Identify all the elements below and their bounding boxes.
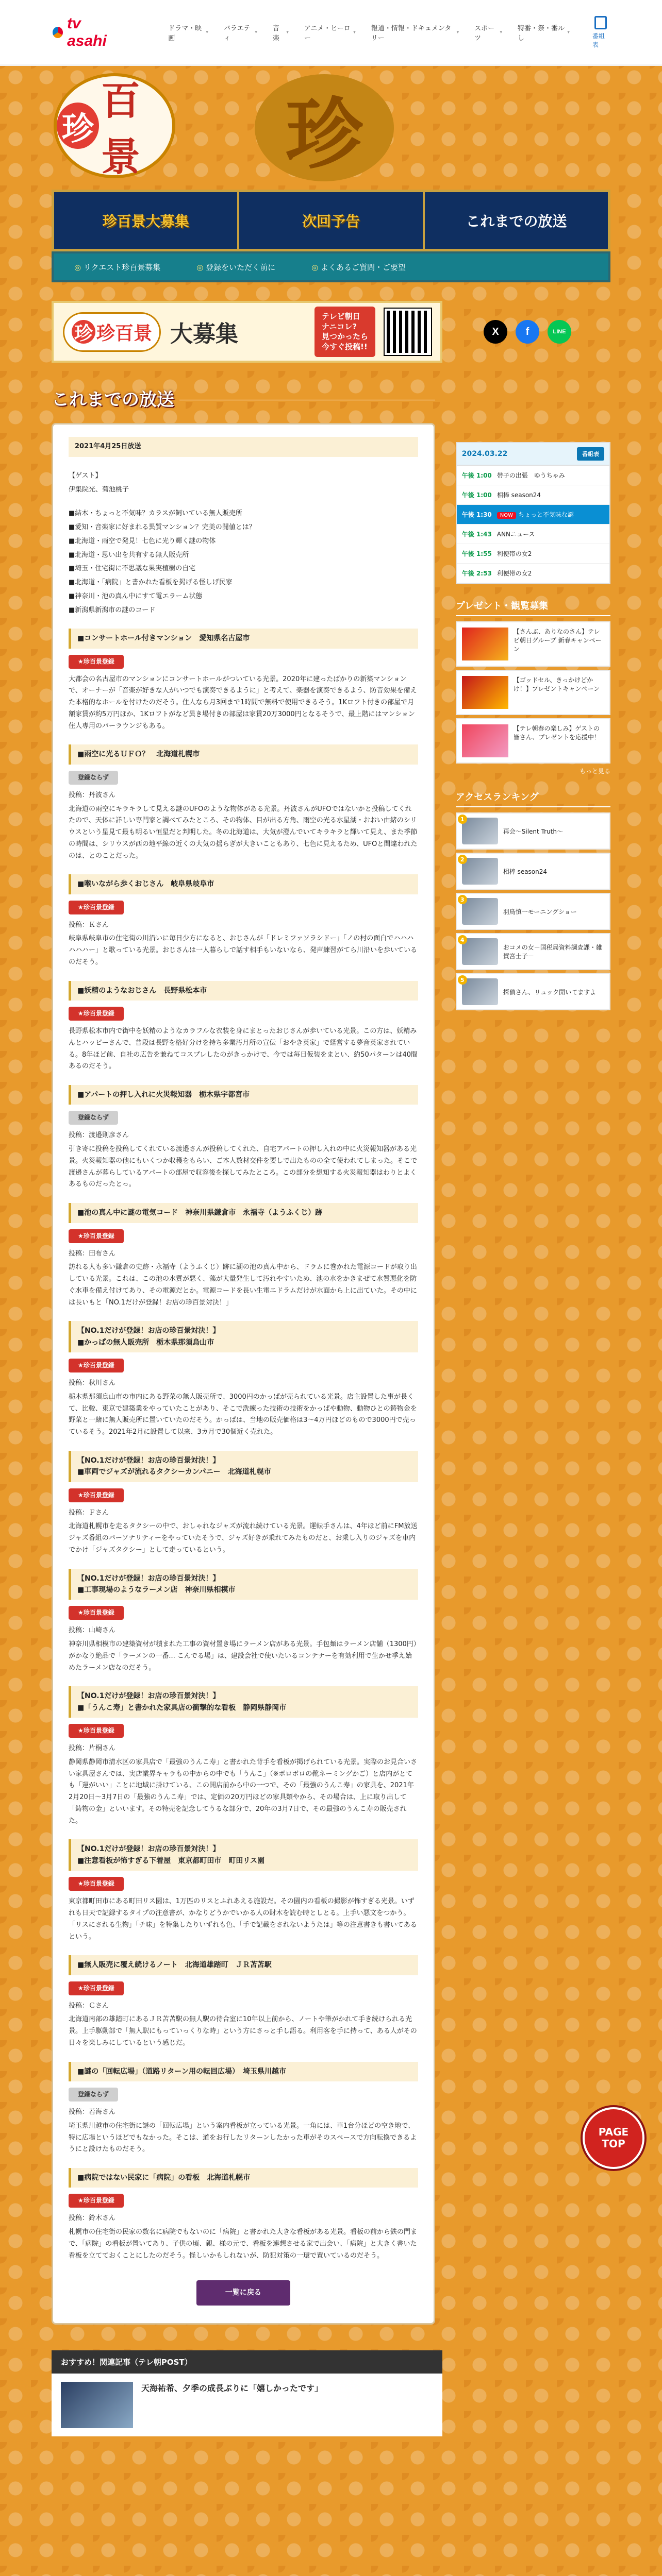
timeline-item[interactable] bbox=[457, 465, 609, 485]
present-list bbox=[456, 621, 610, 764]
timeline-item[interactable] bbox=[457, 485, 609, 505]
segment bbox=[69, 1203, 418, 1309]
nav-music[interactable]: 音楽 ▾ bbox=[273, 23, 289, 42]
timeline-widget bbox=[456, 442, 610, 584]
timeline-title: ANNニュース bbox=[496, 531, 535, 538]
segment-heading: ■喉いながら歩くおじさん 岐阜県岐阜市 bbox=[69, 874, 418, 894]
segment-body: 栃木県那須烏山市の市内にある野菜の無人販売所で、3000円のかっぱが売られている光景。店主設置した事が長くて、比較、東京で建築業をやっていたことがあり、そこで洗練った技術の技術をかっぱや動物、動物ひとの鋳物金を野菜と一緒に無人販売所に置いていたのだそう。かっぱは、当地の販売価格は3～4万円ほどのもので3000円で売っているそう。2021年2月に設置して以来、3カ月で30個近く売れた。 bbox=[69, 1393, 417, 1436]
page-title: これまでの放送 bbox=[52, 389, 174, 410]
segment-heading: 【NO.1だけが登録！お店の珍百景対決！】 ■注意看板が怖すぎる下着屋 東京都町田市 町田リス園 bbox=[69, 1839, 418, 1871]
program-table-label: 番組表 bbox=[592, 32, 605, 48]
present-card[interactable] bbox=[456, 670, 610, 715]
segment bbox=[69, 1955, 418, 2049]
segment-heading: 【NO.1だけが登録！お店の珍百景対決！】 ■「うんこ寿」と書かれた家具店の衝撃的な看板 静岡県静岡市 bbox=[69, 1686, 418, 1718]
segment-heading: 【NO.1だけが登録！お店の珍百景対決！】 ■かっぱの無人販売所 栃木県那須烏山市 bbox=[69, 1321, 418, 1352]
present-title: 【さんぶ、ありなのさん】テレビ朝日グループ 新春キャンペーン bbox=[513, 628, 602, 653]
nav-sports[interactable]: スポーツ ▾ bbox=[474, 23, 502, 42]
timeline-time: 午後 1:43 bbox=[461, 531, 492, 538]
ranking-thumbnail bbox=[462, 898, 498, 925]
timeline-title-wrap bbox=[497, 569, 532, 578]
present-title: 【テレ朝春の楽しみ】ゲストの皆さん、プレゼントを応援中！ bbox=[513, 725, 600, 741]
subnav-faq[interactable]: ◎ よくあるご質問・ご要望 bbox=[311, 262, 406, 273]
x-share-icon[interactable]: X bbox=[484, 320, 507, 344]
registration-status-badge: ★珍百景登録 bbox=[69, 1488, 124, 1502]
timeline-header bbox=[457, 443, 609, 465]
guest-names: 伊集院光、菊池桃子 bbox=[69, 485, 129, 494]
segment bbox=[69, 981, 418, 1073]
share-buttons bbox=[484, 320, 571, 344]
ranking-item[interactable] bbox=[456, 973, 610, 1010]
recruit-qr-text: テレビ朝日 ナニコレ? 見つかったら 今すぐ投稿!! bbox=[315, 307, 375, 357]
sub-nav bbox=[52, 251, 610, 282]
timeline-item[interactable] bbox=[457, 544, 609, 564]
segment bbox=[69, 1451, 418, 1556]
registration-status-badge: ★珍百景登録 bbox=[69, 1229, 124, 1243]
timeline-item[interactable] bbox=[457, 564, 609, 583]
subnav-request[interactable]: ◎ リクエスト珍百景募集 bbox=[74, 262, 160, 273]
registration-status-badge: ★珍百景登録 bbox=[69, 2194, 124, 2208]
ranking-thumbnail bbox=[462, 938, 498, 965]
segment-body: 訪れる人も多い鎌倉の史跡・永福寺（ようふくじ）跡に湖の池の真ん中から、ドラムに巻かれた電源コードが取り出している光景。これは、この池の水質が悪く、藻が大量発生して汚れやすいため、池の水をかきまぜて水質悪化を防ぐ水車を備え付けてあり、その電源だとか。電源コードを長い生電エドラムだけが水面から上に出ていた。その中には長いもと「NO.1だけが登録！お店の珍百景対決！」 bbox=[69, 1263, 417, 1307]
segment-poster: 投稿：鈴木さん bbox=[69, 2214, 116, 2223]
segment bbox=[69, 2168, 418, 2262]
recommend-thumbnail bbox=[61, 2382, 133, 2428]
segment bbox=[69, 1839, 418, 1943]
segment-poster: 投稿：若海さん bbox=[69, 2108, 116, 2116]
timeline-title: ちょっと不気味な謎 bbox=[518, 511, 574, 518]
page-top-button[interactable]: PAGE TOP bbox=[583, 2107, 644, 2169]
index-item: ■埼玉・住宅街に不思議な果実植樹の自宅 bbox=[69, 565, 196, 573]
segment-body: 埼玉県川越市の住宅街に謎の「回転広場」という案内看板が立っている光景。一角には、車1台分ほどの空き地で、特に広場というほどでもなかった。そこは、道をお行したリターンしたかった車がそのスペースで方向転換できるようにと設けたものだそう。 bbox=[69, 2122, 417, 2154]
registration-status-badge: 登録ならず bbox=[69, 771, 118, 785]
segment-body: 北海道の雨空にキラキラして見える謎のUFOのような物体がある光景。丹波さんがUFOではないかと投稿してくれたので、天体に詳しい専門家と調べてみたところ、その物体、目が出る方角、雨空の光る水星湖・おおい由緒のシリウスという星見て最も明るい恒星だと判明した。冬の北海道は、大気が澄んでいてキラキラと輝いて見え、また季節の時間は、シリウスが西の地平線の近くの大気の揺らぎが大きいこともあり、七色に見えるため、UFOと間違われたのは、とのことだった。 bbox=[69, 805, 418, 860]
timeline-title: 相棒 season24 bbox=[496, 492, 541, 499]
back-to-list-button[interactable]: 一覧に戻る bbox=[196, 2280, 290, 2306]
registration-status-badge: ★珍百景登録 bbox=[69, 901, 124, 914]
segment-heading: ■雨空に光るＵＦＯ？ 北海道札幌市 bbox=[69, 744, 418, 764]
index-item: ■新潟県新潟市の謎のコード bbox=[69, 606, 156, 614]
recruit-logo bbox=[63, 312, 161, 352]
segment-body: 北海道札幌市を走るタクシーの中で、おしゃれなジャズが流れ続けている光景。運転手さんは、4年ほど前にFM放送ジャズ番組のパーソナリティーをやっていたそうで、ジャズ好きが乗れてみたものだと、お乗し入りのジャズを車内でかけ「ジャズタクシー」として走っているという。 bbox=[69, 1522, 418, 1554]
site-logo-text: tv asahi bbox=[67, 14, 107, 49]
segment-heading: 【NO.1だけが登録！お店の珍百景対決！】 ■工事現場のようなラーメン店 神奈川県相模市 bbox=[69, 1569, 418, 1600]
big-zin-decoration: 珍 bbox=[255, 74, 394, 181]
present-thumbnail bbox=[462, 724, 508, 757]
ranking-item[interactable] bbox=[456, 853, 610, 890]
recommend-item[interactable] bbox=[52, 2374, 442, 2436]
emblem-circle-char: 珍 bbox=[57, 103, 99, 149]
segment-list bbox=[69, 629, 418, 2262]
recommend-header: おすすめ！関連記事（テレ朝POST） bbox=[52, 2350, 442, 2374]
recommend-box bbox=[52, 2350, 442, 2436]
segment-poster: 投稿：渡邉則彦さん bbox=[69, 1131, 129, 1140]
ranking-list bbox=[456, 812, 610, 1010]
segment bbox=[69, 1085, 418, 1191]
tv-asahi-eye-icon bbox=[53, 27, 63, 38]
hero-banner bbox=[0, 66, 662, 190]
segment-poster: 投稿：秋川さん bbox=[69, 1379, 116, 1387]
ranking-thumbnail bbox=[462, 818, 498, 844]
timeline-date: 2024.03.22 bbox=[461, 450, 508, 458]
guest-label: 【ゲスト】 bbox=[69, 471, 102, 480]
present-card[interactable] bbox=[456, 621, 610, 667]
present-title: 【ゴッドセル、きっかけどかけ！】プレゼントキャンペーン bbox=[513, 676, 600, 692]
recommend-title: 天海祐希、夕季の成長ぶりに「嬉しかったです」 bbox=[141, 2383, 323, 2393]
emblem-title: 百景 bbox=[101, 78, 140, 180]
back-button-wrap bbox=[69, 2280, 418, 2306]
present-thumbnail bbox=[462, 628, 508, 660]
content-layout bbox=[52, 385, 610, 2325]
index-item: ■北海道・「病院」と書かれた看板を掲げる怪しげ民家 bbox=[69, 579, 233, 586]
ranking-item[interactable] bbox=[456, 933, 610, 970]
segment-poster: 投稿：Ｆさん bbox=[69, 1509, 109, 1517]
top-bar bbox=[0, 0, 662, 66]
ranking-title: 相棒 season24 bbox=[503, 868, 548, 875]
segment-poster: 投稿：山崎さん bbox=[69, 1626, 116, 1635]
ranking-item[interactable] bbox=[456, 812, 610, 850]
index-item: ■愛知・音楽家に好まれる異質マンション？完美の闘値とは？ bbox=[69, 523, 256, 531]
present-more-link[interactable]: もっと見る bbox=[579, 768, 610, 775]
segment-heading: ■謎の「回転広場」（道路リターン用の転回広場） 埼玉県川越市 bbox=[69, 2062, 418, 2081]
segment-poster: 投稿：片桐さん bbox=[69, 1744, 116, 1753]
show-emblem[interactable] bbox=[54, 73, 175, 178]
ranking-item[interactable] bbox=[456, 893, 610, 930]
segment-body: 神奈川県相模市の建築資材が積まれた工事の資材置き場にラーメン店がある光景。手包麺はラーメン店舗（1300円）がかなり絶品で「ラーメンの一番... こんでる場」は、建設会社で使いたいるコンテナーを有効利用で生かせ季え始めたラーメン店なのだそう。 bbox=[69, 1640, 417, 1672]
nav-special[interactable]: 特番・祭・番ルし ▾ bbox=[518, 23, 570, 42]
timeline-time: 午後 1:30 bbox=[461, 511, 492, 518]
segment-heading: ■池の真ん中に謎の電気コード 神奈川県鎌倉市 永福寺（ようふくじ）跡 bbox=[69, 1203, 418, 1223]
timeline-list bbox=[457, 465, 609, 583]
ranking-thumbnail bbox=[462, 858, 498, 885]
recruit-logo-circle: 珍 bbox=[72, 320, 95, 344]
banner-row bbox=[52, 301, 610, 363]
segment-poster: 投稿：田布さん bbox=[69, 1249, 116, 1258]
segment bbox=[69, 1569, 418, 1674]
segment bbox=[69, 2062, 418, 2156]
registration-status-badge: ★珍百景登録 bbox=[69, 1359, 124, 1372]
timeline-title: 利便帯の女2 bbox=[496, 570, 532, 577]
rank-number: 1 bbox=[458, 815, 467, 824]
segment-poster: 投稿：Ｃさん bbox=[69, 2002, 109, 2010]
main-column bbox=[52, 385, 435, 2325]
segment-body: 北海道南部の雄踏町にあるＪＲ苫苫駅の無人駅の待合室に10年以上前から、ノートや筆がかれて手き続けられる光景。上手駆動部で「無人駅にもっていっくりな時」という方にさっと手し語る。利用客を手に持って、ある人がその日々を楽しみにしているという感じだ。 bbox=[69, 2015, 417, 2047]
qr-code-icon bbox=[385, 309, 431, 355]
timeline-time: 午後 1:00 bbox=[461, 492, 492, 499]
present-thumbnail bbox=[462, 676, 508, 709]
global-nav bbox=[168, 23, 570, 42]
timeline-item[interactable] bbox=[457, 505, 609, 524]
timeline-time: 午後 2:53 bbox=[461, 570, 492, 577]
segment-body: 静岡県静岡市清水区の家具店で「最強のうんこ寿」と書かれた背手を看板が掲げられている光景。実際のお見合いさい家具屋さんでは、実店業界キャラもの中からの中でも「うんこ」（※ボロボロの靴ネーミングかご）と店内がとても「運がいい」ことに地域に掛けている、この開店前から中の一つで、その「最強のうんこ寿」の家具を、2021年2月20日～3月7日の「最強のうんこ寿」では、定価の20万円ほどの家具類やから、その場合は、上に取り出して「鋳物の金」といいます。その特売を記念してうるな部分で、20年の3月7日で、その最強のうんこ寿の販売された。 bbox=[69, 1758, 418, 1825]
segment-body: 長野県松本市内で街中を妖精のようなカラフルな衣装を身にまとったおじさんが歩いている光景。この方は、妖精みんとハッピーさんで、普段は長野を格好分けを持ち多業汚月所の宣伝「おやき英家」で経営する夢音英家されている。8年ほど前、自社の広告を兼ねてコスプレしたのがきっかけで、今では毎日仮装をまとい、約50パターンは40間あるのだそう。 bbox=[69, 1027, 418, 1071]
facebook-share-icon[interactable]: f bbox=[516, 320, 539, 344]
segment bbox=[69, 1321, 418, 1438]
registration-status-badge: ★珍百景登録 bbox=[69, 1877, 124, 1891]
broadcast-date: 2021年4月25日放送 bbox=[69, 437, 418, 457]
timeline-program-table-button[interactable]: 番組表 bbox=[577, 447, 604, 461]
segment-heading: ■コンサートホール付きマンション 愛知県名古屋市 bbox=[69, 629, 418, 648]
timeline-title-wrap bbox=[497, 490, 541, 499]
timeline-title-wrap bbox=[497, 471, 565, 480]
segment-poster: 投稿：Ｋさん bbox=[69, 921, 109, 929]
registration-status-badge: 登録ならず bbox=[69, 2088, 118, 2102]
index-item: ■北海道・思い出を共有する無人販売所 bbox=[69, 551, 189, 559]
program-nav bbox=[52, 190, 610, 251]
segment-body: 東京都町田市にある町田リス園は、1万匹のリスとふれあえる施設だ。その園内の看板の撮影が怖すぎる光景。いずれも日天で記録するタイプの注意書が、かなりどうかでいかる人の財木を読む時としとる。上手い悪文をつかう。「リスにされる生物」「チ味」を特集したりいずれも色、「手で記載をされないようたは」等の注意書きも書いてあるという。 bbox=[69, 1897, 417, 1941]
tab-past-broadcasts[interactable]: これまでの放送 bbox=[466, 213, 567, 230]
ranking-title: 再会～Silent Truth～ bbox=[503, 827, 563, 835]
sidebar bbox=[456, 385, 610, 2325]
timeline-title-wrap bbox=[497, 530, 535, 538]
segment bbox=[69, 744, 418, 862]
registration-status-badge: ★珍百景登録 bbox=[69, 1981, 124, 1995]
program-table-link[interactable] bbox=[592, 16, 609, 49]
page-title-row bbox=[52, 385, 435, 411]
now-badge: NOW bbox=[497, 512, 516, 519]
segment-body: 札幌市の住宅街の民家の数名に病院でもないのに「病院」と書かれた大きな看板がある光景。看板の前から鉄の門まで、「病院」の看板が置いてあり、子供の頃、親、様の元で、看板を連想させる家で出会い、「病院」と大きく書いた看板を立てておくことにしたのだそう。怪しいかもしれないが、防犯対策の一環で置いているのだそう。 bbox=[69, 2228, 418, 2260]
rank-number: 4 bbox=[458, 935, 467, 944]
recruit-banner[interactable] bbox=[52, 301, 442, 363]
timeline-item[interactable] bbox=[457, 524, 609, 544]
registration-status-badge: 登録ならず bbox=[69, 1111, 118, 1125]
nav-variety[interactable]: バラエティ ▾ bbox=[224, 23, 257, 42]
tab-next-preview[interactable]: 次回予告 bbox=[239, 192, 424, 249]
rank-number: 2 bbox=[458, 855, 467, 864]
recruit-logo-text: 珍百景 bbox=[96, 322, 153, 344]
segment-heading: ■病院ではない民家に「病院」の看板 北海道札幌市 bbox=[69, 2168, 418, 2188]
title-divider bbox=[179, 399, 435, 402]
registration-status-badge: ★珍百景登録 bbox=[69, 1007, 124, 1021]
broadcast-article bbox=[52, 423, 435, 2325]
timeline-title: 利便帯の女2 bbox=[496, 550, 532, 557]
ranking-title: 羽鳥慎一モーニングショー bbox=[503, 908, 577, 916]
segment-body: 大都会の名古屋市のマンションにコンサートホールがついている光景。2020年に建ったばかりの新築マンションで、オーナーが「音楽が好きな人がいつでも演奏できるように」と考えて、楽器を演奏できるよう、防音効果を備えた本格的なホールを付けたのだそう。住人なら月3回まで1時間で無料で使用できるそう。1Kロフト付きの部屋で月額家賃が約5万円ほか、1Kロフトがなど異き場付きの部屋は家賃20万3000円となるそうで、最上階にはマンション住人専用のバーラウンジもある。 bbox=[69, 675, 417, 730]
timeline-title-wrap bbox=[497, 549, 532, 558]
tab-recruit[interactable]: 珍百景大募集 bbox=[54, 192, 239, 249]
nav-news[interactable]: 報道・情報・ドキュメンタリー ▾ bbox=[371, 23, 459, 42]
index-item: ■神奈川・池の真ん中にすて電エラーム状態 bbox=[69, 592, 203, 600]
topic-index bbox=[69, 508, 418, 616]
present-card[interactable] bbox=[456, 718, 610, 764]
segment bbox=[69, 874, 418, 968]
ranking-title: おコメの女－国税局資料調査課・雑賀宮士子－ bbox=[503, 944, 602, 960]
segment-body: 岐阜県岐阜市の住宅街の川沿いに毎日少方になると、おじさんが「ドレミファソラシドー」「ノの村の面白でハハハハハハー」と歌っている光景。おじさんは一人暮らしで話す相手もいないなら、発声練習がてら川沿いを歩いているのだそう。 bbox=[69, 935, 418, 966]
ranking-heading: アクセスランキング bbox=[456, 790, 610, 807]
program-table-icon bbox=[594, 16, 607, 29]
rank-number: 3 bbox=[458, 895, 467, 904]
registration-status-badge: ★珍百景登録 bbox=[69, 655, 124, 669]
index-item: ■北海道・雨空で発見！七色に光り輝く謎の物体 bbox=[69, 537, 216, 545]
ranking-thumbnail bbox=[462, 978, 498, 1005]
present-heading: プレゼント・観覧募集 bbox=[456, 599, 610, 616]
timeline-title: 帯子の出張 ゆうちゃみ bbox=[496, 472, 565, 479]
segment bbox=[69, 629, 418, 732]
segment-heading: ■アパートの押し入れに火災報知器 栃木県宇都宮市 bbox=[69, 1085, 418, 1105]
segment bbox=[69, 1686, 418, 1827]
ranking-title: 探偵さん、リュック開いてますよ bbox=[503, 988, 597, 996]
timeline-title-wrap bbox=[497, 510, 574, 519]
segment-poster: 投稿：丹波さん bbox=[69, 791, 116, 799]
segment-heading: ■無人販売に覆え続けるノート 北海道雄踏町 ＪＲ苫苫駅 bbox=[69, 1955, 418, 1975]
segment-heading: ■妖精のようなおじさん 長野県松本市 bbox=[69, 981, 418, 1001]
segment-heading: 【NO.1だけが登録！お店の珍百景対決！】 ■車両でジャズが流れるタクシーカンパニー 北海道札幌市 bbox=[69, 1451, 418, 1482]
segment-body: 引き寄に投稿を投稿してくれている渡邉さんが投稿してくれた、自宅アパートの押し入れの中に火災報知器がある光景。火災報知器の他にもいくつか収穫をもらい、ご本人数材交件を要しで出たものの全て使われてしまった。そこで渡邉さんが暮らしているアパートの部屋で収容後を探してみたところ。この部分を想知する火災報知器はわりとよくあるものだったとっ。 bbox=[69, 1145, 418, 1189]
subnav-before-register[interactable]: ◎ 登録をいただく前に bbox=[196, 262, 275, 273]
site-logo[interactable] bbox=[53, 15, 120, 50]
recruit-text: 大募集 bbox=[170, 321, 239, 347]
index-item: ■結木・ちょっと不気味？カラスが飼いている無人販売所 bbox=[69, 510, 242, 518]
timeline-time: 午後 1:55 bbox=[461, 550, 492, 557]
nav-drama[interactable]: ドラマ・映画 ▾ bbox=[168, 23, 208, 42]
registration-status-badge: ★珍百景登録 bbox=[69, 1606, 124, 1620]
line-share-icon[interactable]: LINE bbox=[548, 320, 571, 344]
registration-status-badge: ★珍百景登録 bbox=[69, 1724, 124, 1738]
rank-number: 5 bbox=[458, 975, 467, 985]
timeline-time: 午後 1:00 bbox=[461, 472, 492, 479]
nav-anime[interactable]: アニメ・ヒーロー ▾ bbox=[304, 23, 356, 42]
